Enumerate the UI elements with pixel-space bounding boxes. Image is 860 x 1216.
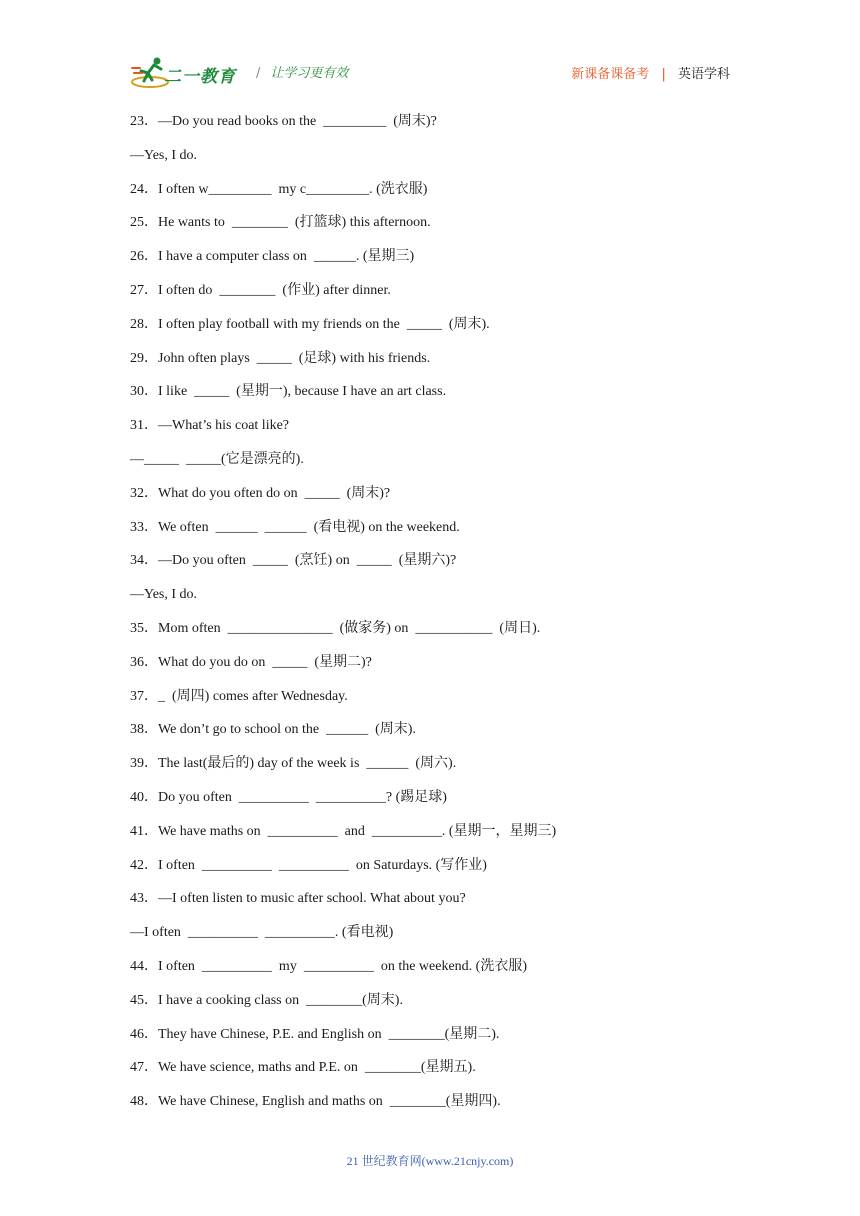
slash-divider: / (256, 66, 261, 81)
exercise-line: 46．They have Chinese, P.E. and English on ________(星期二). (130, 1026, 500, 1042)
exercise-line: 40．Do you often __________ __________? (踢足球) (130, 790, 447, 805)
exercise-line: 34．—Do you often _____ (烹饪) on _____ (星期六)? (130, 553, 457, 569)
exercise-line: 45．I have a cooking class on ________(周末). (130, 992, 403, 1008)
exercise-line: 28．I often play football with my friends on the _____ (周末). (130, 316, 490, 332)
slogan (256, 62, 348, 81)
exercise-line: —_____ _____(它是漂亮的). (130, 452, 304, 467)
exercise-line: 31．—What’s his coat like? (130, 418, 290, 434)
exercise-line: 26．I have a computer class on ______. (星期三) (130, 249, 415, 265)
exercise-line: 35．Mom often _______________ (做家务) on ___________ (周日). (130, 621, 541, 636)
exercise-line: 29．John often plays _____ (足球) with his friends. (130, 350, 431, 366)
logo (130, 54, 250, 90)
exercise-line: 43．—I often listen to music after school. What about you? (130, 891, 466, 907)
exercise-line: —I often __________ __________. (看电视) (130, 925, 394, 941)
page-header (130, 54, 730, 90)
exercise-line: 23．—Do you read books on the _________ (周末)? (130, 114, 437, 129)
exercise-line: 38．We don’t go to school on the ______ (周末). (130, 722, 416, 738)
exercise-line: —Yes, I do. (130, 587, 198, 603)
exercise-line: —Yes, I do. (130, 147, 198, 163)
header-course: 新课备课备考 (571, 67, 650, 82)
exercise-line: 32．What do you often do on _____ (周末)? (130, 485, 391, 501)
exercise-line: 33．We often ______ ______ (看电视) on the weekend. (130, 519, 460, 535)
header-subject (571, 63, 730, 82)
exercise-line: 44．I often __________ my __________ on the weekend. (洗衣服) (130, 959, 527, 974)
exercise-line: 48．We have Chinese, English and maths on ________(星期四). (130, 1094, 501, 1110)
exercise-line: 27．I often do ________ (作业) after dinner. (130, 283, 391, 298)
exercise-line: 41．We have maths on __________ and __________. (星期一，星期三) (130, 823, 557, 839)
exercise-line: 37．_ (周四) comes after Wednesday. (130, 688, 348, 704)
exercise-line: 42．I often __________ __________ on Saturdays. (写作业) (130, 857, 487, 873)
exercise-line: 36．What do you do on _____ (星期二)? (130, 654, 372, 670)
header-subject-label: 英语学科 (677, 67, 730, 82)
exercise-line: 47．We have science, maths and P.E. on ________(星期五). (130, 1060, 476, 1076)
header-separator: | (661, 67, 666, 82)
logo-text: 二一教育 (164, 67, 236, 87)
page-footer[interactable]: 21 世纪教育网(www.21cnjy.com) (346, 1154, 514, 1168)
exercise-line: 39．The last(最后的) day of the week is ______ (周六). (130, 756, 457, 772)
exercise-line: 25．He wants to ________ (打篮球) this afternoon. (130, 215, 431, 231)
exercise-line: 24．I often w_________ my c_________. (洗衣服) (130, 181, 428, 197)
slogan-text: 让学习更有效 (270, 66, 349, 81)
exercise-line: 30．I like _____ (星期一), because I have an art class. (130, 384, 447, 400)
